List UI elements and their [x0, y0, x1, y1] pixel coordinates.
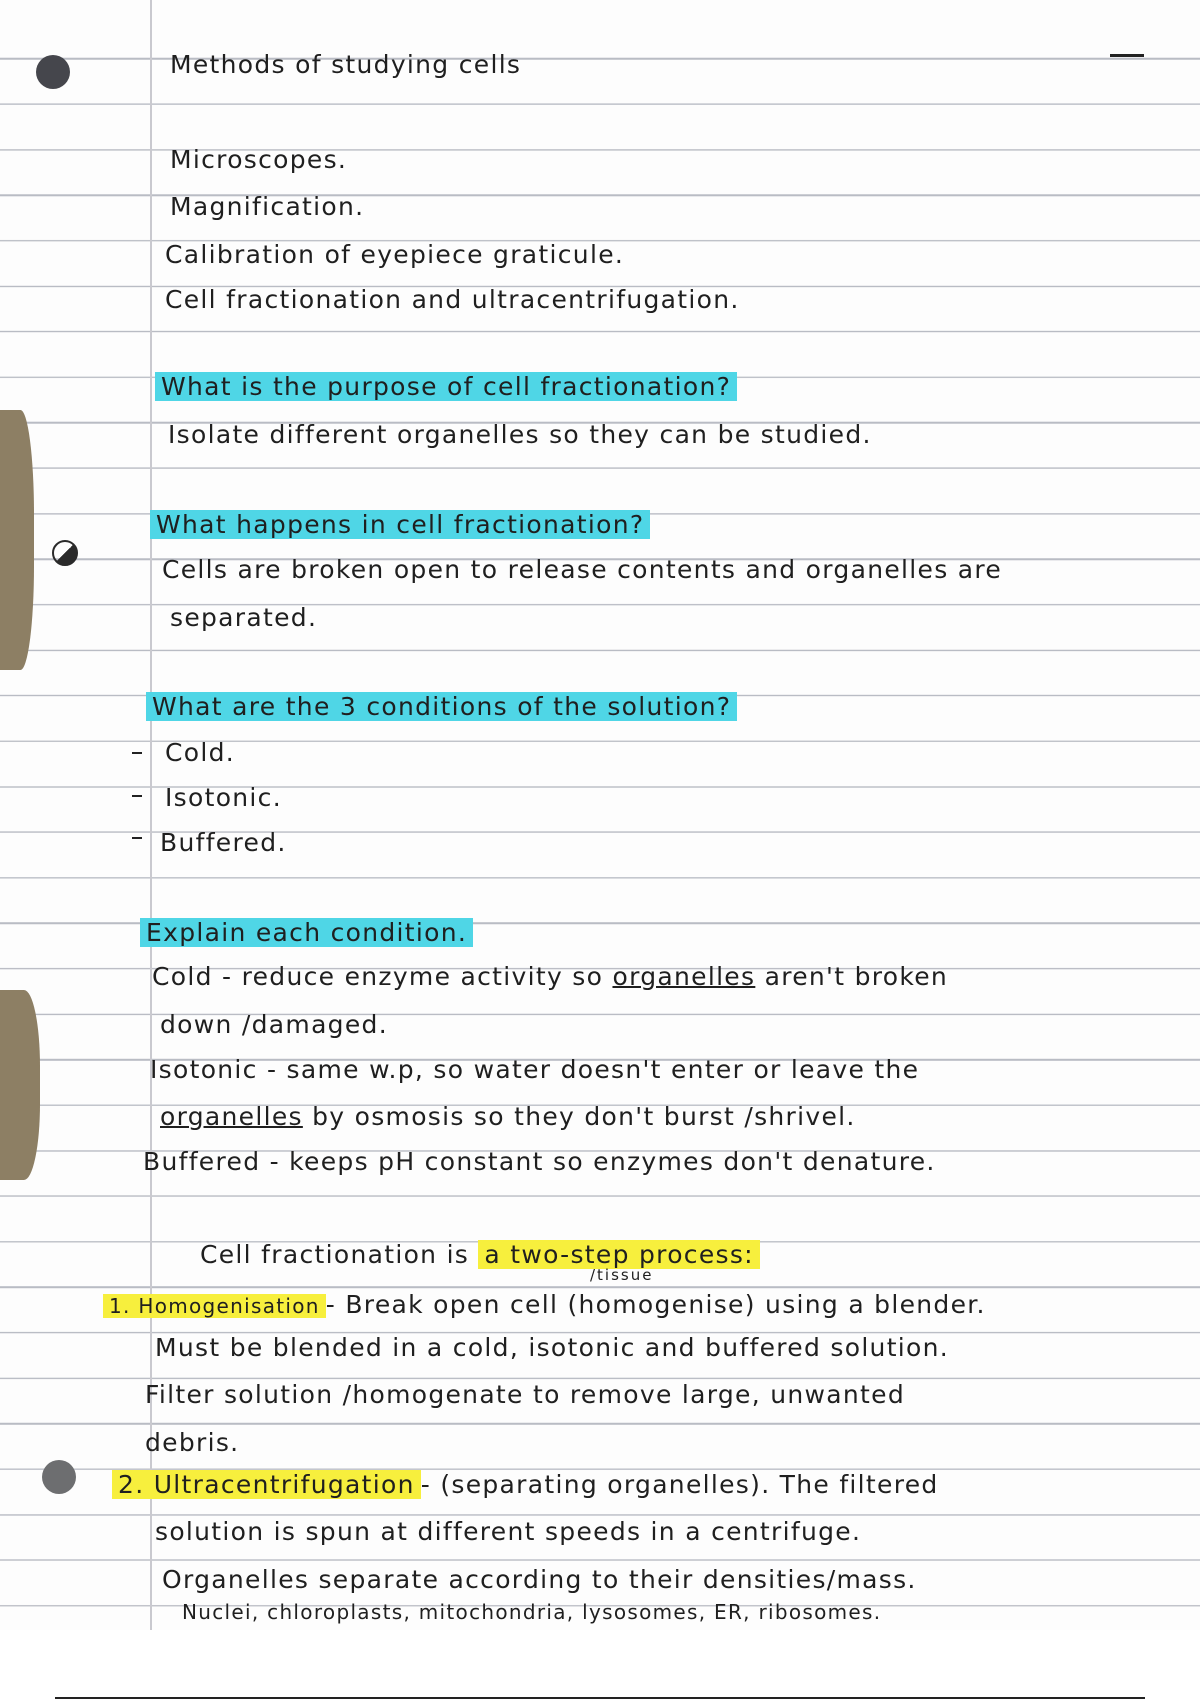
question-heading	[155, 372, 737, 401]
step-1-line-2: Must be blended in a cold, isotonic and buffered solution.	[155, 1333, 950, 1362]
topic-item: Microscopes.	[170, 145, 348, 174]
step-name: Homogenisation	[138, 1294, 320, 1318]
step-2-label: 2. Ultracentrifugation	[112, 1470, 421, 1499]
text-span: - Break open cell (homogenise) using a blender.	[325, 1290, 986, 1319]
step-1-label	[103, 1294, 326, 1318]
text-span: Cold - reduce enzyme activity so	[152, 962, 613, 991]
topic-item: Cell fractionation and ultracentrifugation.	[165, 285, 740, 314]
topic-item: Calibration of eyepiece graticule.	[165, 240, 625, 269]
corner-mark	[1110, 54, 1144, 57]
answer-2-line-1: Cells are broken open to release contents and organelles are	[162, 555, 1003, 584]
text-span: Cell fractionation is	[200, 1240, 479, 1269]
step-1-line-3: Filter solution /homogenate to remove large, unwanted	[145, 1380, 905, 1409]
condition-item: Cold.	[165, 738, 236, 767]
explain-isotonic-line-2	[160, 1102, 856, 1131]
step-2-line-1	[112, 1470, 939, 1499]
bullet-dash	[132, 795, 142, 797]
step-1-line-1	[103, 1290, 986, 1319]
text-span: aren't broken	[755, 962, 949, 991]
bullet-dash	[132, 837, 142, 839]
condition-item: Isotonic.	[165, 783, 282, 812]
bottom-rule	[55, 1697, 1145, 1699]
explain-heading: Explain each condition.	[140, 918, 473, 947]
explain-isotonic-line-1: Isotonic - same w.p, so water doesn't enter or leave the	[150, 1055, 920, 1084]
question-3: What are the 3 conditions of the solution?	[146, 692, 737, 721]
punch-hole	[36, 55, 70, 89]
step-2-line-4: Nuclei, chloroplasts, mitochondria, lysosomes, ER, ribosomes.	[182, 1600, 882, 1624]
page-title: Methods of studying cells	[170, 50, 522, 79]
torn-edge	[0, 990, 40, 1180]
question-heading	[150, 510, 650, 539]
punch-hole	[42, 1460, 76, 1494]
underlined-word: organelles	[160, 1102, 303, 1131]
step-2-line-3: Organelles separate according to their densities/mass.	[162, 1565, 917, 1594]
step-number: 1.	[109, 1294, 131, 1318]
underlined-word: organelles	[612, 962, 756, 991]
answer-2-line-2: separated.	[170, 603, 318, 632]
bullet-dash	[132, 752, 142, 754]
explain-cold-line-2: down /damaged.	[160, 1010, 388, 1039]
step-1-line-4: debris.	[145, 1428, 240, 1457]
explain-cold-line-1	[152, 962, 948, 991]
explain-buffered: Buffered - keeps pH constant so enzymes don't denature.	[143, 1147, 936, 1176]
question-1: What is the purpose of cell fractionation?	[155, 372, 737, 401]
torn-edge	[0, 410, 34, 670]
question-heading	[146, 692, 737, 721]
text-span: by osmosis so they don't burst /shrivel.	[302, 1102, 856, 1131]
question-2: What happens in cell fractionation?	[150, 510, 650, 539]
answer-1: Isolate different organelles so they can be studied.	[168, 420, 872, 449]
explain-heading-line	[140, 918, 473, 947]
punch-hole-partial	[52, 540, 78, 566]
step-2-line-2: solution is spun at different speeds in a centrifuge.	[155, 1517, 862, 1546]
condition-item: Buffered.	[160, 828, 287, 857]
topic-item: Magnification.	[170, 192, 365, 221]
inserted-word: /tissue	[590, 1266, 654, 1284]
highlighted-phrase: a two-step process:	[478, 1240, 760, 1269]
text-span: - (separating organelles). The filtered	[420, 1470, 939, 1499]
process-intro	[200, 1240, 760, 1269]
